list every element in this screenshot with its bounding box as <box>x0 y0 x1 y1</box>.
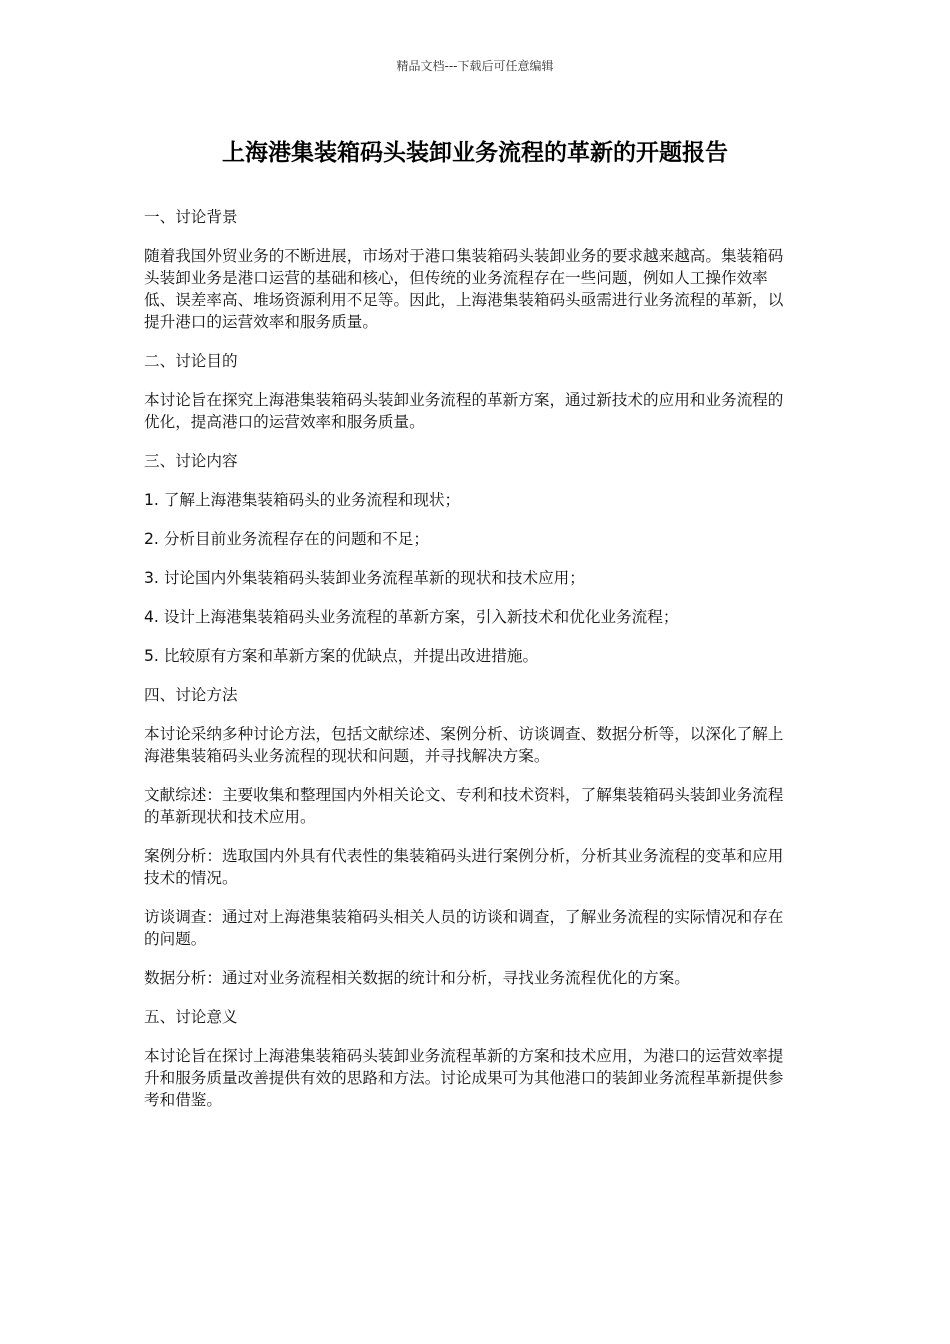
document-body <box>144 206 796 1128</box>
methods-literature-paragraph: 文献综述：主要收集和整理国内外相关论文、专利和技术资料，了解集装箱码头装卸业务流程的革新现状和技术应用。 <box>144 786 784 826</box>
content-item-5: 5. 比较原有方案和革新方案的优缺点，并提出改进措施。 <box>144 647 539 665</box>
section-heading-content: 三、讨论内容 <box>144 452 238 470</box>
content-item-4: 4. 设计上海港集装箱码头业务流程的革新方案，引入新技术和优化业务流程； <box>144 608 679 626</box>
significance-paragraph: 本讨论旨在探讨上海港集装箱码头装卸业务流程革新的方案和技术应用，为港口的运营效率提升和服务质量改善提供有效的思路和方法。讨论成果可为其他港口的装卸业务流程革新提供参考和借鉴。 <box>144 1047 784 1109</box>
section-heading-methods: 四、讨论方法 <box>144 686 238 704</box>
page-title: 上海港集装箱码头装卸业务流程的革新的开题报告 <box>222 140 728 166</box>
methods-intro-paragraph: 本讨论采纳多种讨论方法，包括文献综述、案例分析、访谈调查、数据分析等，以深化了解上海港集装箱码头业务流程的现状和问题，并寻找解决方案。 <box>144 725 784 765</box>
methods-case-paragraph: 案例分析：选取国内外具有代表性的集装箱码头进行案例分析，分析其业务流程的变革和应用技术的情况。 <box>144 847 784 887</box>
methods-data-paragraph: 数据分析：通过对业务流程相关数据的统计和分析，寻找业务流程优化的方案。 <box>144 969 690 987</box>
section-heading-background: 一、讨论背景 <box>144 208 238 226</box>
content-item-1: 1. 了解上海港集装箱码头的业务流程和现状； <box>144 491 461 509</box>
content-item-2: 2. 分析目前业务流程存在的问题和不足； <box>144 530 429 548</box>
methods-interview-paragraph: 访谈调查：通过对上海港集装箱码头相关人员的访谈和调查，了解业务流程的实际情况和存在的问题。 <box>144 908 784 948</box>
section-heading-purpose: 二、讨论目的 <box>144 352 238 370</box>
purpose-paragraph: 本讨论旨在探究上海港集装箱码头装卸业务流程的革新方案，通过新技术的应用和业务流程的优化，提高港口的运营效率和服务质量。 <box>144 391 784 431</box>
header-note: 精品文档---下载后可任意编辑 <box>396 59 554 73</box>
background-paragraph: 随着我国外贸业务的不断进展，市场对于港口集装箱码头装卸业务的要求越来越高。集装箱码头装卸业务是港口运营的基础和核心，但传统的业务流程存在一些问题，例如人工操作效率低、误差率高、堆场资源利用不足等。因此，上海港集装箱码头亟需进行业务流程的革新，以提升港口的运营效率和服务质量。 <box>144 247 784 331</box>
section-heading-significance: 五、讨论意义 <box>144 1008 238 1026</box>
content-item-3: 3. 讨论国内外集装箱码头装卸业务流程革新的现状和技术应用； <box>144 569 585 587</box>
